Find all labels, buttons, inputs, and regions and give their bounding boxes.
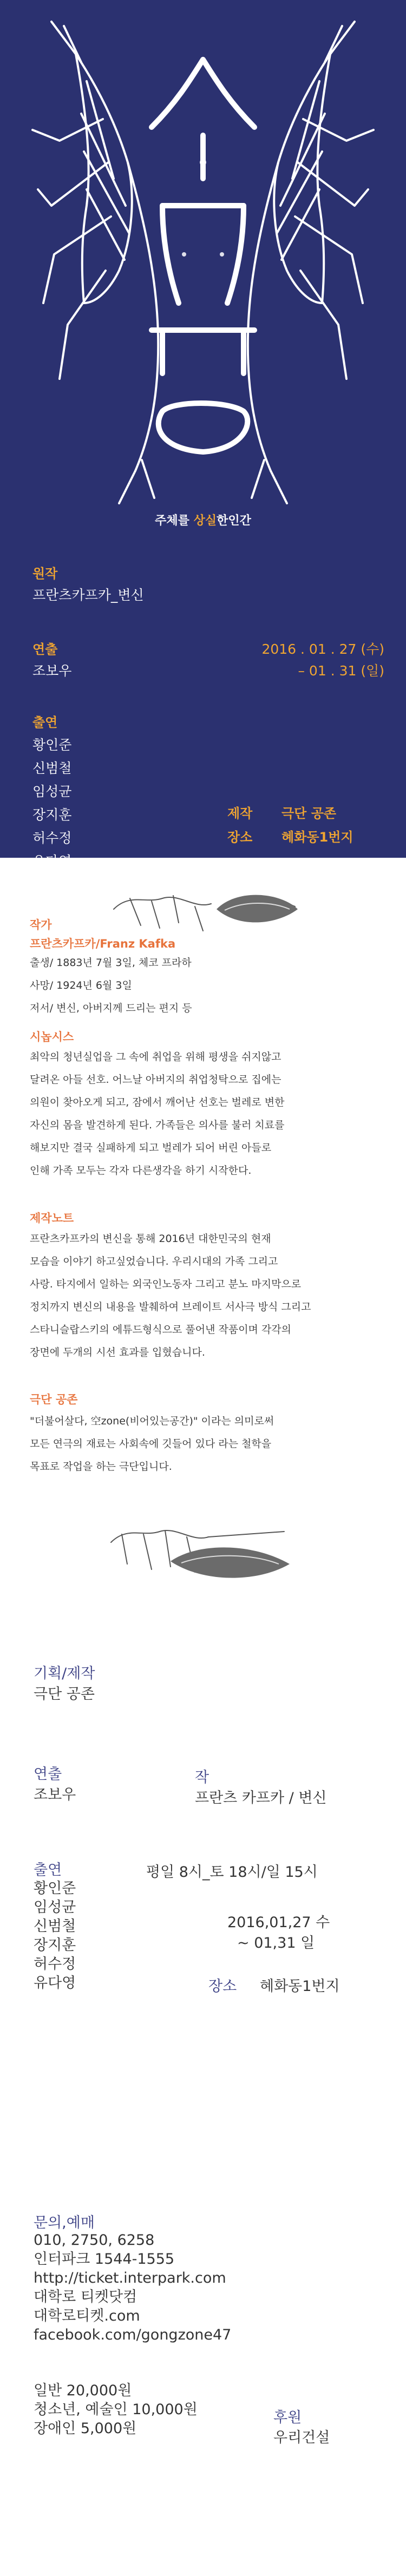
author-line: 저서/ 변신, 아버지께 드리는 편지 등 xyxy=(30,1002,192,1014)
cast-member: 허수정 xyxy=(32,830,72,846)
cast-list xyxy=(32,733,71,873)
bug-illustration-bottom xyxy=(106,1510,300,1591)
company-title: 극단 공존 xyxy=(30,1393,78,1406)
cast-label: 출연 xyxy=(32,715,58,730)
production-value: 극단 공존 xyxy=(281,806,337,821)
credits-date-line-1: 2016,01,27 수 xyxy=(227,1914,330,1931)
author-line: 사망/ 1924년 6월 3일 xyxy=(30,980,132,991)
synopsis-line: 인해 가족 모두는 각자 다른생각을 하기 시작한다. xyxy=(30,1165,252,1177)
sponsor-value: 우리건설 xyxy=(273,2429,330,2446)
tagline-pre: 주체를 xyxy=(155,514,194,528)
author-details xyxy=(30,951,192,1020)
credits-director-label: 연출 xyxy=(34,1766,62,1783)
notes-line: 프란츠카프카의 변신을 통해 2016년 대한민국의 현재 xyxy=(30,1233,271,1245)
venue-value: 혜화동1번지 xyxy=(281,830,353,845)
synopsis-line: 자신의 몸을 발견하게 된다. 가족들은 의사를 불러 치료를 xyxy=(30,1119,285,1131)
writer-value: 프란츠 카프카 / 변신 xyxy=(195,1790,327,1806)
price-line: 청소년, 예술인 10,000원 xyxy=(34,2401,198,2418)
price-line: 장애인 5,000원 xyxy=(34,2420,137,2437)
cast-member: 임성균 xyxy=(34,1899,76,1916)
author-title: 작가 xyxy=(30,918,52,931)
notes-line: 사랑. 타지에서 일하는 외국인노동자 그리고 분노 마지막으로 xyxy=(30,1278,302,1290)
notes-title: 제작노트 xyxy=(30,1212,74,1225)
cast-member: 신범철 xyxy=(32,760,72,776)
synopsis-body xyxy=(30,1046,284,1182)
writer-label: 작 xyxy=(195,1769,209,1786)
cast-member: 임성균 xyxy=(32,784,72,799)
notes-line: 정치까지 변신의 내용을 발췌하여 브레이트 서사극 방식 그리고 xyxy=(30,1301,311,1313)
cast-member: 장지훈 xyxy=(32,807,72,823)
cast-member: 허수정 xyxy=(34,1956,76,1973)
plan-label: 기획/제작 xyxy=(34,1665,95,1682)
sponsor-label: 후원 xyxy=(273,2409,302,2426)
author-line: 출생/ 1883년 7월 3일, 체코 프라하 xyxy=(30,957,192,969)
synopsis-line: 달려온 아들 선호. 어느날 아버지의 취업청탁으로 집에는 xyxy=(30,1074,281,1086)
cast-member: 유다영 xyxy=(32,853,72,869)
notes-body xyxy=(30,1227,311,1364)
cast-member: 황인준 xyxy=(34,1880,76,1897)
notes-line: 모습을 이야기 하고싶었습니다. 우리시대의 가족 그리고 xyxy=(30,1256,278,1267)
company-line: 목표로 작업을 하는 극단입니다. xyxy=(30,1461,172,1473)
synopsis-line: 해보지만 결국 실패하게 되고 벌레가 되어 버린 아들로 xyxy=(30,1142,272,1154)
synopsis-line: 최악의 청년실업을 그 속에 취업을 위해 평생을 쉬지않고 xyxy=(30,1051,281,1063)
credits-cast-list xyxy=(34,1879,76,1993)
price-line: 일반 20,000원 xyxy=(34,2382,132,2399)
poster-section xyxy=(0,0,406,869)
original-value: 프란츠카프카_변신 xyxy=(32,587,144,603)
credits-director-value: 조보우 xyxy=(34,1786,76,1803)
schedule: 평일 8시_토 18시/일 15시 xyxy=(146,1864,318,1881)
credits-venue-label: 장소 xyxy=(208,1978,237,1995)
company-line: "더불어살다, 空zone(비어있는공간)" 이라는 의미로써 xyxy=(30,1415,274,1427)
synopsis-line: 의원이 찾아오게 되고, 잠에서 깨어난 선호는 벌레로 변한 xyxy=(30,1096,285,1108)
venue-label: 장소 xyxy=(227,830,253,845)
cast-member: 황인준 xyxy=(32,737,72,753)
notes-line: 스타니슬랍스키의 에튜드형식으로 풀어낸 작품이며 각각의 xyxy=(30,1324,292,1336)
inquiry-interpark: 인터파크 1544-1555 xyxy=(34,2251,175,2268)
tagline-highlight: 상실 xyxy=(193,514,217,528)
price-list xyxy=(34,2381,198,2438)
inquiry-facebook: facebook.com/gongzone47 xyxy=(34,2327,232,2343)
cast-member: 유다영 xyxy=(34,1975,76,1992)
notes-line: 장면에 두개의 시선 효과를 입혔습니다. xyxy=(30,1346,205,1358)
production-label: 제작 xyxy=(227,806,253,821)
credits-date-line-2: ~ 01,31 일 xyxy=(237,1935,315,1951)
tagline-post: 한인간 xyxy=(217,514,251,528)
inquiry-phone: 010, 2750, 6258 xyxy=(34,2232,155,2249)
inquiry-label: 문의,예매 xyxy=(34,2214,95,2231)
inquiry-url: http://ticket.interpark.com xyxy=(34,2270,226,2286)
cast-member: 신범철 xyxy=(34,1918,76,1935)
author-name: 프란츠카프카/Franz Kafka xyxy=(30,937,176,950)
cast-member: 장지훈 xyxy=(34,1937,76,1954)
inquiry-ticketcom: 대학로티켓.com xyxy=(34,2308,140,2324)
date-line-1: 2016 . 01 . 27 (수) xyxy=(261,641,384,657)
company-body xyxy=(30,1410,274,1478)
inquiry-ticketdotcom: 대학로 티켓닷컴 xyxy=(34,2289,137,2305)
synopsis-title: 시놉시스 xyxy=(30,1030,74,1043)
company-line: 모든 연극의 재료는 사회속에 깃들어 있다 라는 철학을 xyxy=(30,1438,272,1450)
director-label: 연출 xyxy=(32,642,58,657)
tagline xyxy=(0,511,406,528)
plan-value: 극단 공존 xyxy=(34,1686,95,1703)
date-line-2: – 01 . 31 (일) xyxy=(298,663,384,679)
director-value: 조보우 xyxy=(32,663,72,679)
inquiry-list xyxy=(34,2231,231,2344)
credits-cast-label: 출연 xyxy=(34,1862,62,1878)
insect-artwork xyxy=(0,0,406,509)
original-label: 원작 xyxy=(32,566,58,581)
credits-venue-value: 혜화동1번지 xyxy=(260,1978,340,1995)
